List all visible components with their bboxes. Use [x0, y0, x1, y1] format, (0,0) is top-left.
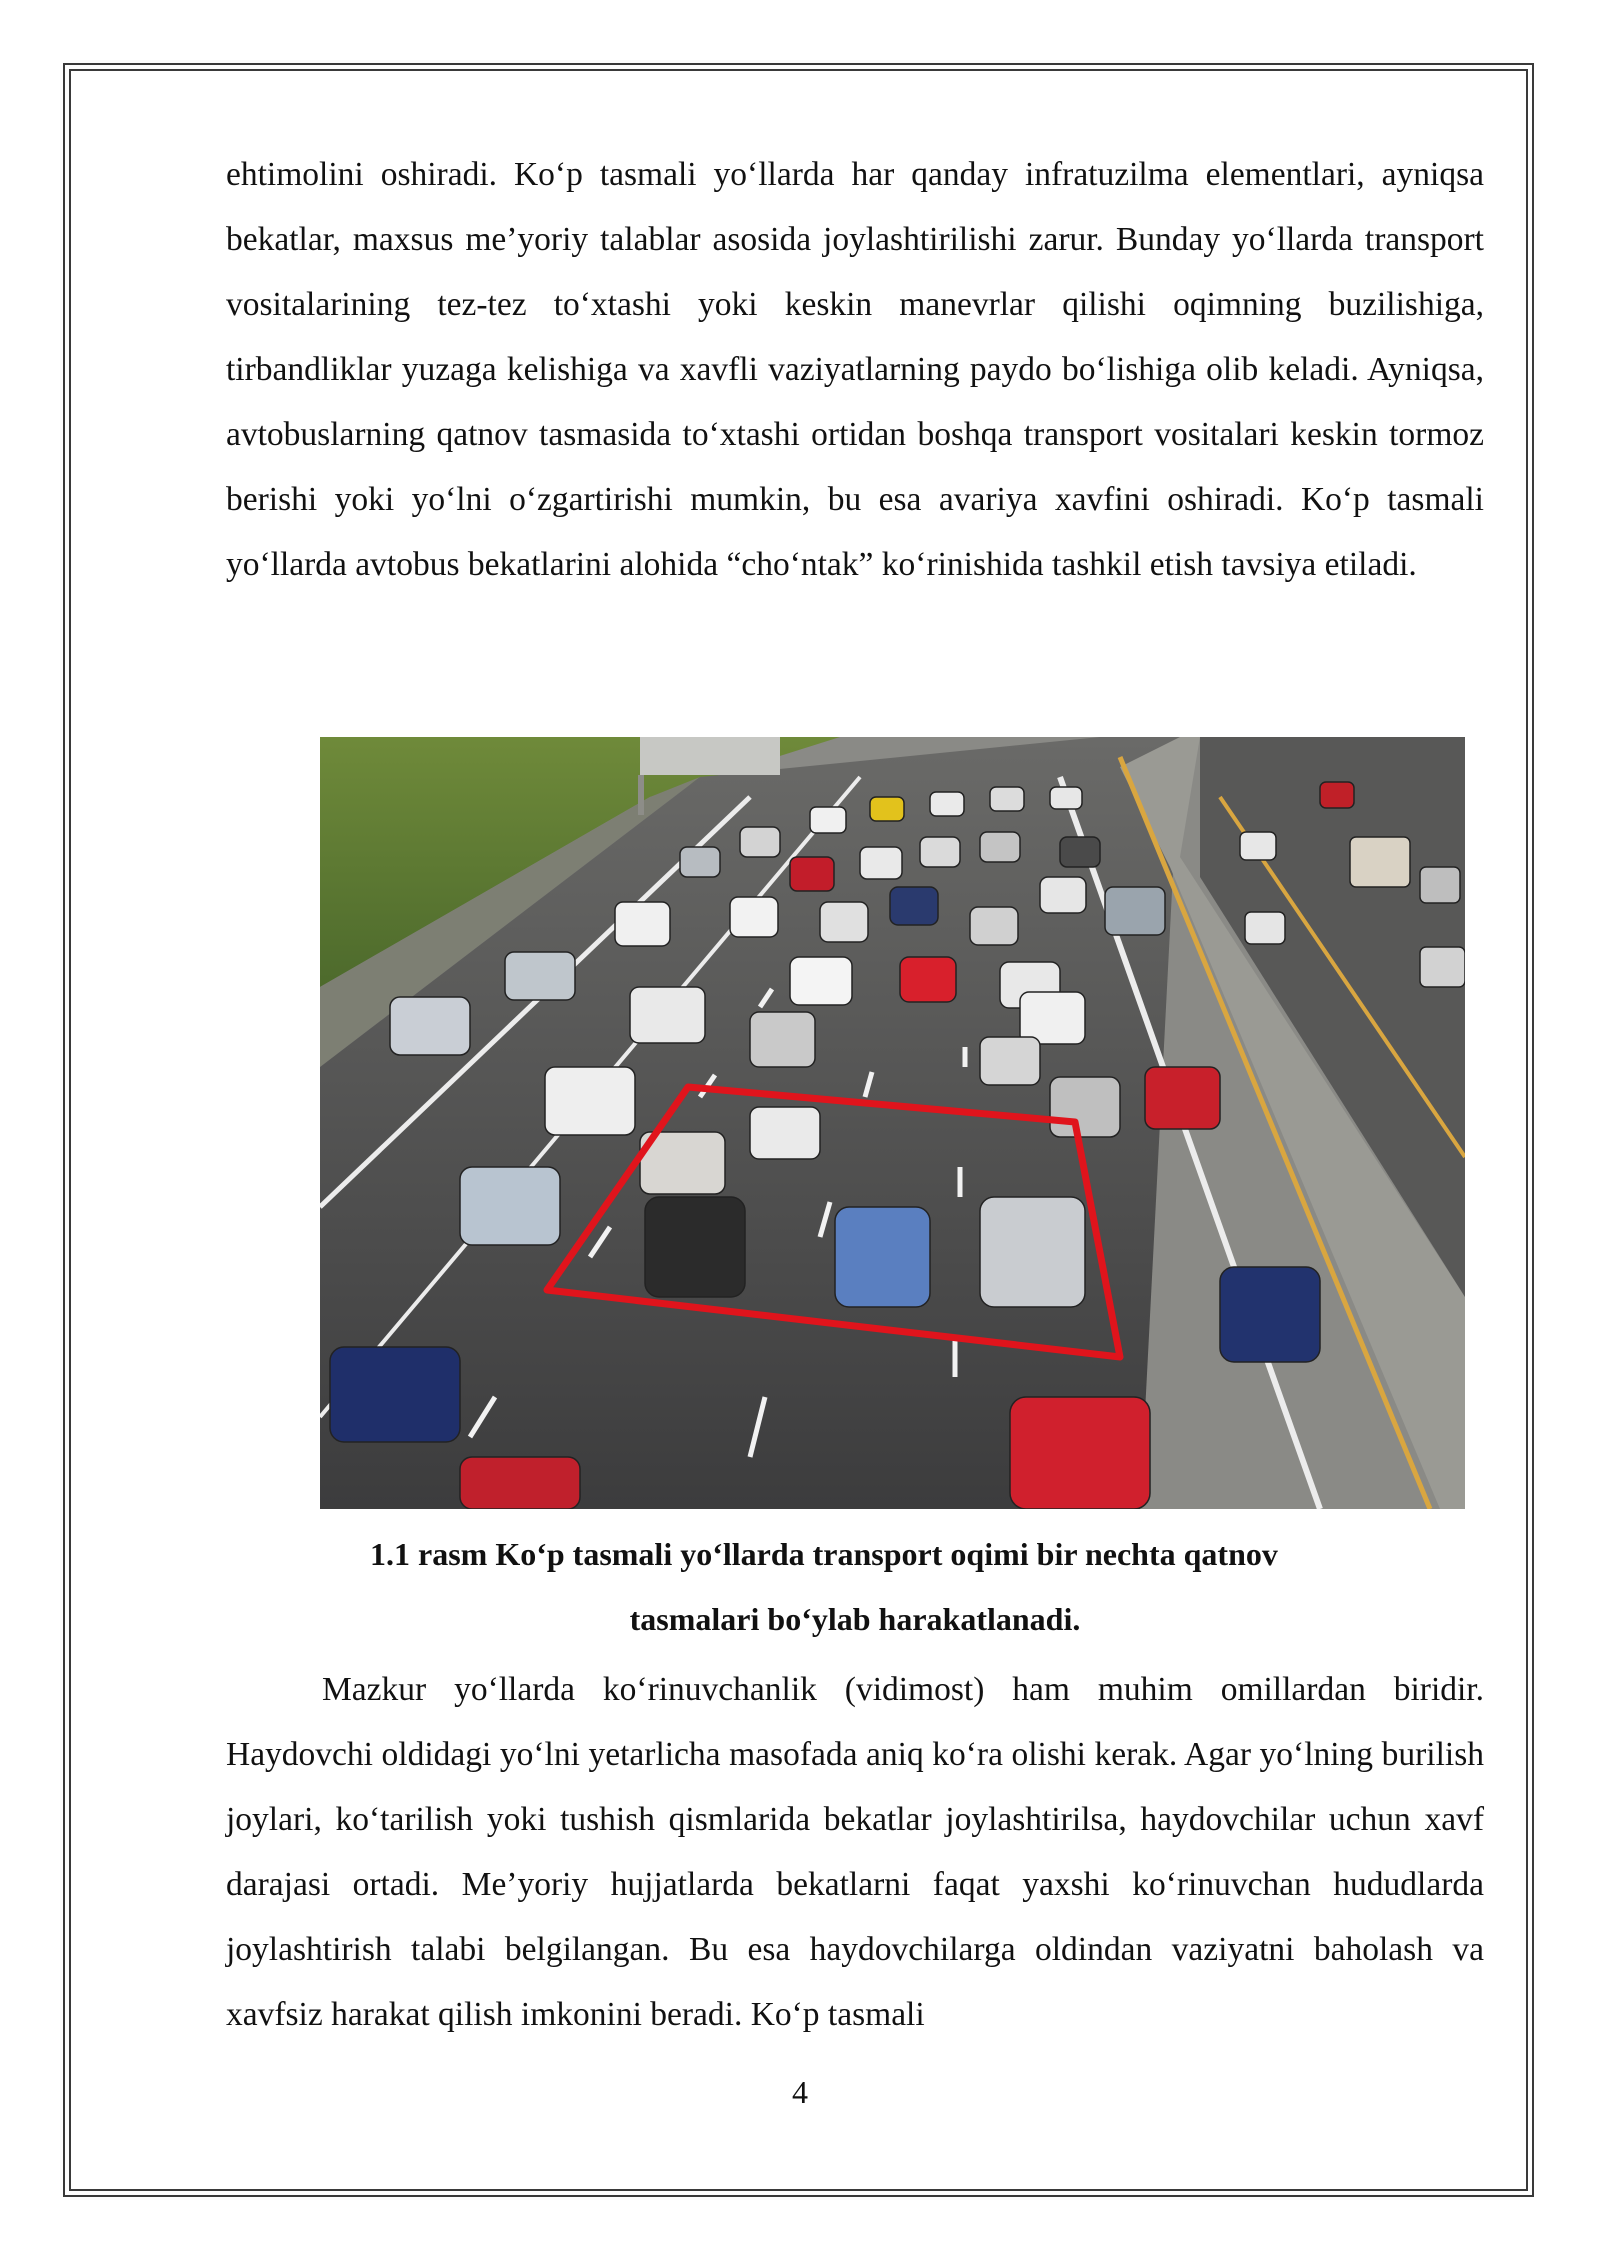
highway-photo: [320, 737, 1465, 1509]
page-number: 4: [792, 2074, 808, 2110]
body-paragraph-1: ehtimolini oshiradi. Ko‘p tasmali yo‘llarda har qanday infratuzilma elementlari, ayniqsa bekatlar, maxsus me’yoriy talablar asosida joylashtirilishi zarur. Bunday yo‘llarda transport vositalarining tez-tez to‘xtashi yoki keskin manevrlar qilishi oqimning buzilishiga, tirbandliklar yuzaga kelishiga va xavfli vaziyatlarning paydo bo‘lishiga olib keladi. Ayniqsa, avtobuslarning qatnov tasmasida to‘xtashi ortidan boshqa transport vositalari keskin tormoz berishi yoki yo‘lni o‘zgartirishi mumkin, bu esa avariya xavfini oshiradi. Ko‘p tasmali yo‘llarda avtobus bekatlarini alohida “cho‘ntak” ko‘rinishida tashkil etish tavsiya etiladi.: [226, 156, 1484, 583]
figure-caption-line-1: 1.1 rasm Ko‘p tasmali yo‘llarda transport oqimi bir nechta qatnov: [370, 1536, 1278, 1572]
body-paragraph-2: Mazkur yo‘llarda ko‘rinuvchanlik (vidimost) ham muhim omillardan biridir. Haydovchi oldidagi yo‘lni yetarlicha masofada aniq ko‘ra olishi kerak. Agar yo‘lning burilish joylari, ko‘tarilish yoki tushish qismlarida bekatlar joylashtirilsa, haydovchilar uchun xavf darajasi ortadi. Me’yoriy hujjatlarda bekatlarni faqat yaxshi ko‘rinuvchan hududlarda joylashtirish talabi belgilangan. Bu esa haydovchilarga oldindan vaziyatni baholash va xavfsiz harakat qilish imkonini beradi. Ko‘p tasmali: [226, 1671, 1484, 2033]
figure-caption-line-2: tasmalari bo‘ylab harakatlanadi.: [629, 1601, 1081, 1637]
